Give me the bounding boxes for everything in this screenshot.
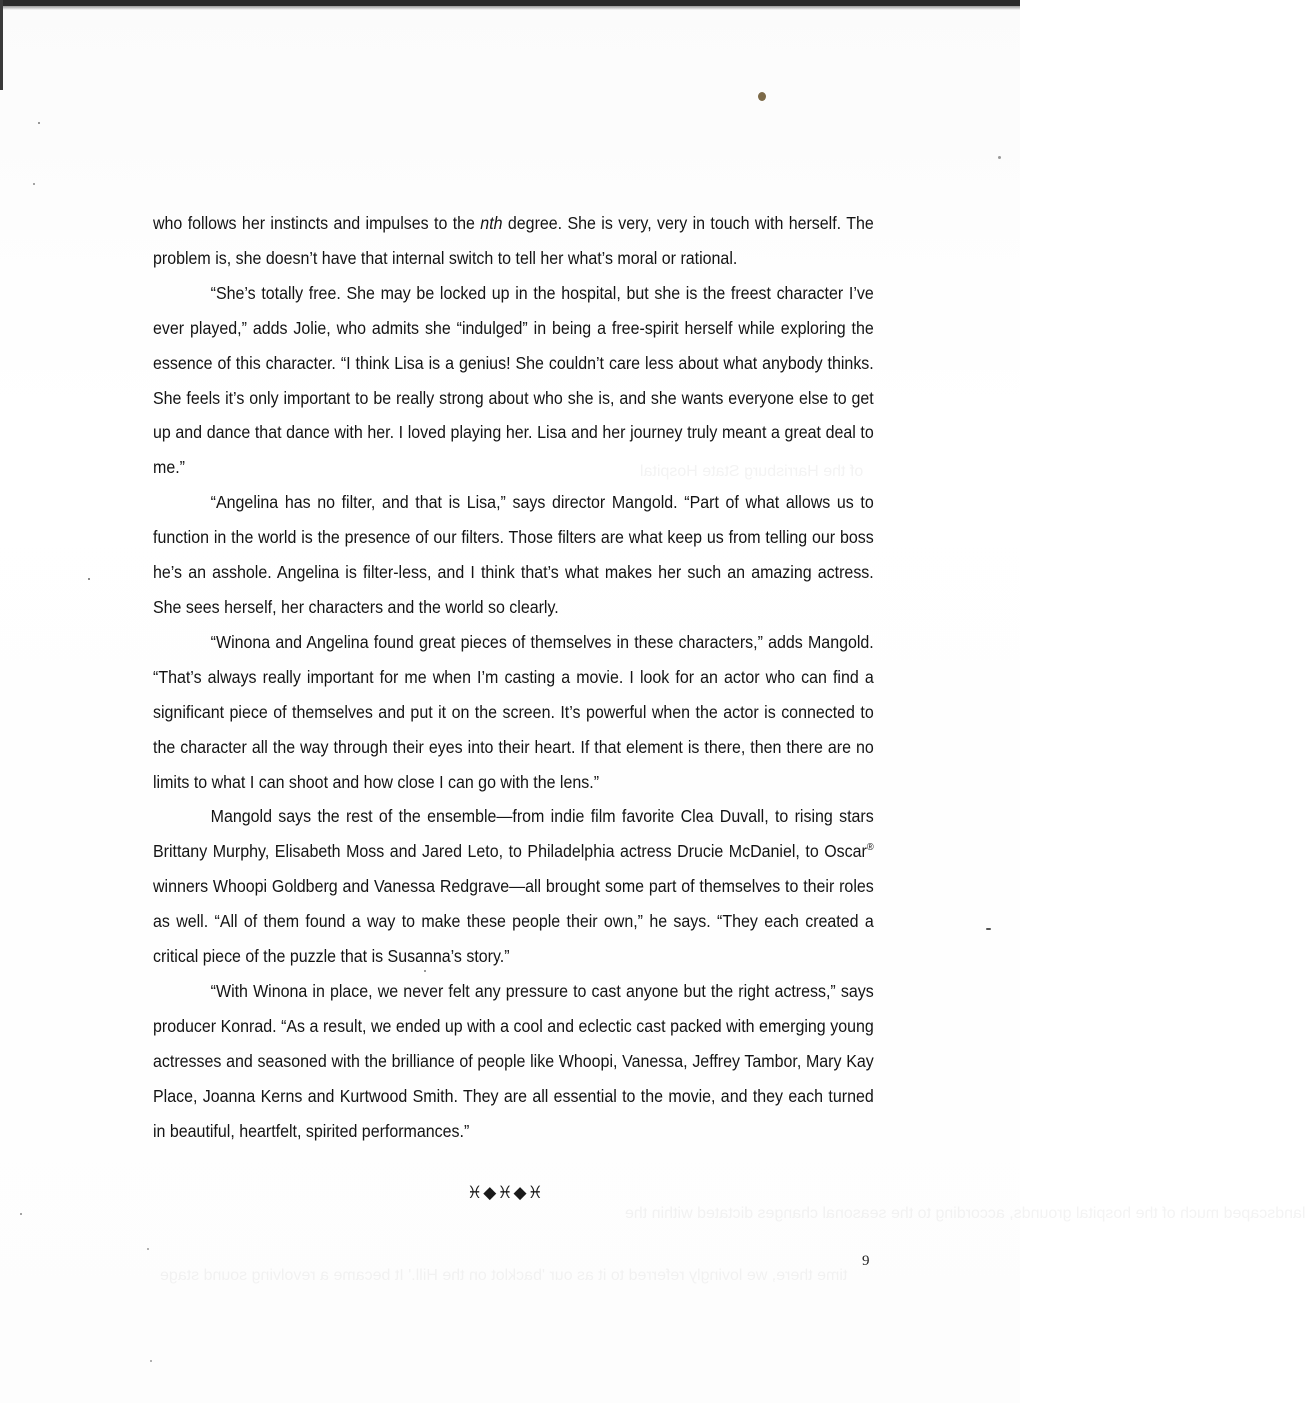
paragraph-p5 <box>153 799 874 974</box>
paragraph-p3 <box>153 485 874 625</box>
page-number: 9 <box>862 1253 870 1269</box>
dust-speck <box>38 122 40 124</box>
section-divider-ornament: ♓◆♓◆♓ <box>467 1183 544 1203</box>
dust-speck <box>150 1360 152 1362</box>
dust-speck <box>986 928 991 930</box>
text-run: ® <box>866 842 874 854</box>
paragraph-p6 <box>153 974 874 1149</box>
show-through-text: landscaped much of the hospital grounds, according to the seasonal changes dictated within the <box>625 1205 1305 1222</box>
text-run: nth <box>480 213 503 233</box>
text-run: who follows her instincts and impulses to the <box>153 213 481 233</box>
text-run: degree. She is very, very in touch with herself. The problem is, she doesn’t have that internal switch to tell her what’s moral or rational. <box>153 213 874 268</box>
dust-speck <box>88 578 90 580</box>
body-text <box>153 206 874 1148</box>
show-through-text: of the Harrisburg State Hospital <box>640 463 864 480</box>
dust-speck <box>758 92 766 101</box>
scan-left-edge <box>0 0 3 90</box>
text-run: “Winona and Angelina found great pieces of themselves in these characters,” adds Mangold. “That’s always really important for me when I’m casting a movie. I look for an actor who can find a significant piece of themselves and put it on the screen. It’s powerful when the actor is connected to the character all the way through their eyes into their heart. If that element is there, then there are no limits to what I can shoot and how close I can go with the lens.” <box>153 631 874 792</box>
paragraph-p4 <box>153 625 874 800</box>
scan-top-shadow <box>0 6 1020 10</box>
show-through-text: time there, we lovingly referred to it as our 'backlot on the Hill.' It became a revolving sound stage <box>160 1267 848 1284</box>
dust-speck <box>998 156 1001 159</box>
paragraph-p2 <box>153 276 874 485</box>
text-run: Mangold says the rest of the ensemble—from indie film favorite Clea Duvall, to rising stars Brittany Murphy, Elisabeth Moss and Jared Leto, to Philadelphia actress Drucie McDaniel, to Oscar <box>153 806 874 862</box>
paragraph-p1 <box>153 206 874 276</box>
text-run: “Angelina has no filter, and that is Lisa,” says director Mangold. “Part of what allows us to function in the world is the presence of our filters. Those filters are what keep us from telling our boss he’s an asshole. Angelina is filter-less, and I think that’s what makes her such an amazing actress. She sees herself, her characters and the world so clearly. <box>153 492 874 617</box>
text-run: “She’s totally free. She may be locked up in the hospital, but she is the freest character I’ve ever played,” adds Jolie, who admits she “indulged” in being a free-spirit herself while exploring the essence of this character. “I think Lisa is a genius! She couldn’t care less about what anybody thinks. She feels it’s only important to be really strong about who she is, and she wants everyone else to get up and dance that dance with her. I loved playing her. Lisa and her journey truly meant a great deal to me.” <box>153 282 874 478</box>
dust-speck <box>33 183 35 185</box>
text-run: “With Winona in place, we never felt any pressure to cast anyone but the right actress,” says producer Konrad. “As a result, we ended up with a cool and eclectic cast packed with emerging young actresses and seasoned with the brilliance of people like Whoopi, Vanessa, Jeffrey Tambor, Mary Kay Place, Joanna Kerns and Kurtwood Smith. They are all essential to the movie, and they each turned in beautiful, heartfelt, spirited performances.” <box>153 980 874 1141</box>
text-run: winners Whoopi Goldberg and Vanessa Redgrave—all brought some part of themselves to their roles as well. “All of them found a way to make these people their own,” he says. “They each created a critical piece of the puzzle that is Susanna’s story.” <box>153 876 874 967</box>
dust-speck <box>20 1213 22 1215</box>
dust-speck <box>147 1248 149 1250</box>
